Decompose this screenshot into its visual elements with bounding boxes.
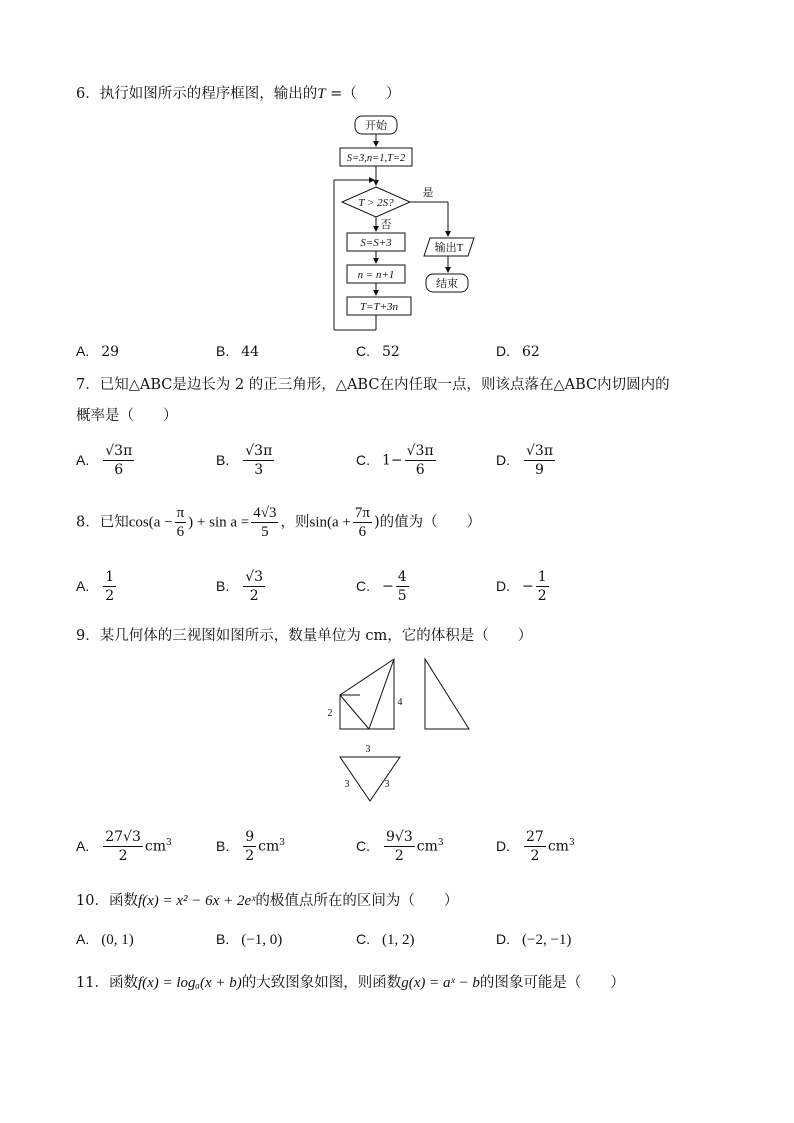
q9-stem: 9．某几何体的三视图如图所示，数量单位为 cm，它的体积是（ ） xyxy=(76,628,533,644)
unit-exp: 3 xyxy=(166,837,172,848)
q8-f2-num: 4√3 xyxy=(253,505,277,521)
option-prefix: 1− xyxy=(382,452,403,469)
q8-f3-num: 7π xyxy=(354,505,370,521)
frac-num: √3π xyxy=(105,443,133,459)
option-label: C. xyxy=(356,451,370,468)
flow-init-label: S=3,n=1,T=2 xyxy=(346,153,406,164)
q6-stem-text: 6．执行如图所示的程序框图，输出的 xyxy=(76,86,318,102)
frac-den: 2 xyxy=(249,588,259,604)
option-label: A. xyxy=(76,451,90,468)
option-text: (−1, 0) xyxy=(241,932,283,948)
frac-num: √3 xyxy=(245,569,264,585)
q11-pre: 11．函数 xyxy=(76,975,138,991)
q6-flowchart xyxy=(330,112,480,337)
option-label: D. xyxy=(496,577,510,594)
flow-output-label: 输出T xyxy=(434,242,464,254)
unit: cm xyxy=(547,838,569,855)
q9-label-top-r: 3 xyxy=(384,779,390,790)
frac-num: 9 xyxy=(245,829,255,845)
option-label: D. xyxy=(496,451,510,468)
q6-option-a[interactable] xyxy=(76,343,119,360)
q6-option-d[interactable] xyxy=(496,343,540,360)
q10-option-c[interactable] xyxy=(356,931,415,949)
q10-func: f(x) = x² − 6x + 2eˣ xyxy=(137,893,256,909)
frac-den: 6 xyxy=(114,462,124,478)
q6-option-c[interactable] xyxy=(356,343,400,360)
frac-num: 9√3 xyxy=(386,829,413,845)
q9-option-b[interactable] xyxy=(216,829,285,864)
q8-f1-num: π xyxy=(176,505,185,521)
option-label: A. xyxy=(76,577,90,594)
frac-den: 2 xyxy=(537,588,547,604)
q9-label-front-h: 2 xyxy=(327,708,333,719)
option-text: (−2, −1) xyxy=(522,932,572,948)
q9-option-c[interactable] xyxy=(356,829,444,864)
q7-stem-line1: 7．已知△ABC是边长为 2 的正三角形，△ABC在内任取一点，则该点落在△ABC内切圆内的 xyxy=(76,377,670,393)
q8-option-b[interactable] xyxy=(216,569,267,604)
option-label: D. xyxy=(496,343,510,359)
frac-num: 27√3 xyxy=(105,829,141,845)
unit-exp: 3 xyxy=(279,837,286,848)
frac-num: 4 xyxy=(397,569,407,585)
q8-f3-den: 6 xyxy=(358,524,367,540)
flow-start-label: 开始 xyxy=(365,120,387,132)
flow-yes-label: 是 xyxy=(422,187,434,199)
option-text: (1, 2) xyxy=(382,932,415,948)
option-prefix: − xyxy=(522,578,534,595)
unit: cm xyxy=(258,838,280,855)
q9-three-views xyxy=(320,655,480,805)
option-label: B. xyxy=(216,451,230,468)
q6-stem xyxy=(76,82,400,103)
q8-pre: 8．已知 xyxy=(76,514,129,531)
unit-exp: 3 xyxy=(437,837,444,848)
q8-stem xyxy=(76,505,481,540)
option-text: 29 xyxy=(101,344,120,360)
q10-option-a[interactable] xyxy=(76,931,134,949)
option-text: 44 xyxy=(241,344,260,360)
frac-num: √3π xyxy=(245,443,273,459)
q10-stem xyxy=(76,889,458,910)
frac-num: 27 xyxy=(526,829,544,845)
frac-num: 1 xyxy=(105,569,115,585)
frac-den: 2 xyxy=(530,848,540,864)
option-label: B. xyxy=(216,931,230,947)
frac-den: 2 xyxy=(394,848,404,864)
q7-option-b[interactable] xyxy=(216,443,276,478)
q8-tail: )的值为（ ） xyxy=(373,514,482,531)
option-label: C. xyxy=(356,931,370,947)
q8-f2-den: 5 xyxy=(261,524,269,540)
q6-var: T xyxy=(317,86,326,102)
option-label: B. xyxy=(216,343,230,359)
q7-option-c[interactable] xyxy=(356,443,438,478)
frac-den: 3 xyxy=(254,462,264,478)
flow-cond-label: T > 2S? xyxy=(358,197,394,209)
option-text: 62 xyxy=(522,344,540,360)
frac-den: 2 xyxy=(105,588,115,604)
frac-num: √3π xyxy=(406,443,434,459)
q10-option-d[interactable] xyxy=(496,931,571,949)
frac-den: 6 xyxy=(415,462,425,478)
q7-option-d[interactable] xyxy=(496,443,557,478)
frac-num: √3π xyxy=(526,443,554,459)
q6-tail: =（ ） xyxy=(325,86,401,102)
flow-step1-label: S=S+3 xyxy=(360,237,392,249)
q11-func2: g(x) = aˣ − b xyxy=(401,975,480,991)
q6-option-b[interactable] xyxy=(216,343,259,360)
option-label: A. xyxy=(76,931,90,947)
frac-den: 9 xyxy=(535,462,544,478)
frac-den: 2 xyxy=(118,848,128,864)
q9-label-side-h: 4 xyxy=(397,697,403,708)
frac-den: 2 xyxy=(245,848,255,864)
q10-tail: 的极值点所在的区间为（ ） xyxy=(255,893,459,909)
unit: cm xyxy=(144,838,167,855)
q8-cos: cos(a − xyxy=(128,514,173,531)
q10-pre: 10．函数 xyxy=(76,893,138,909)
q8-sin: sin(a + xyxy=(309,514,351,531)
option-label: D. xyxy=(496,837,510,854)
q8-option-c[interactable] xyxy=(356,569,411,604)
option-label: A. xyxy=(76,343,90,359)
q9-front-view xyxy=(340,659,394,729)
option-label: B. xyxy=(216,577,230,594)
q10-option-b[interactable] xyxy=(216,931,282,949)
q11-mid: 的大致图象如图，则函数 xyxy=(241,975,402,991)
q9-label-top-l: 3 xyxy=(344,779,350,790)
q8-f1-den: 6 xyxy=(176,524,185,540)
q8-mid: ) + sin a = xyxy=(188,514,250,531)
q7-stem-line2: 概率是（ ） xyxy=(76,408,178,424)
flow-no-label: 否 xyxy=(380,219,392,231)
option-label: A. xyxy=(76,837,90,854)
option-label: D. xyxy=(496,931,510,947)
q9-label-top-w: 3 xyxy=(365,744,371,755)
q11-stem xyxy=(76,971,625,992)
q9-option-d[interactable] xyxy=(496,829,575,864)
unit-exp: 3 xyxy=(568,837,575,848)
option-text: (0, 1) xyxy=(101,932,134,948)
flow-end-label: 结束 xyxy=(436,278,458,290)
q8-mid2: ，则 xyxy=(280,514,310,531)
option-label: B. xyxy=(216,837,230,854)
unit: cm xyxy=(416,838,438,855)
option-label: C. xyxy=(356,577,370,594)
frac-num: 1 xyxy=(537,569,547,585)
q11-func1: f(x) = logₐ(x + b) xyxy=(137,975,242,991)
option-text: 52 xyxy=(382,344,400,360)
q7-option-a[interactable] xyxy=(76,443,136,478)
q9-option-a[interactable] xyxy=(76,829,172,864)
q11-tail: 的图象可能是（ ） xyxy=(479,975,625,991)
q9-side-view xyxy=(425,659,469,729)
frac-den: 5 xyxy=(397,588,407,604)
q8-option-a[interactable] xyxy=(76,569,118,604)
option-prefix: − xyxy=(382,578,394,595)
option-label: C. xyxy=(356,837,370,854)
flow-step2-label: n = n+1 xyxy=(357,269,395,281)
flow-step3-label: T=T+3n xyxy=(359,301,399,313)
q8-option-d[interactable] xyxy=(496,569,551,604)
option-label: C. xyxy=(356,343,370,359)
